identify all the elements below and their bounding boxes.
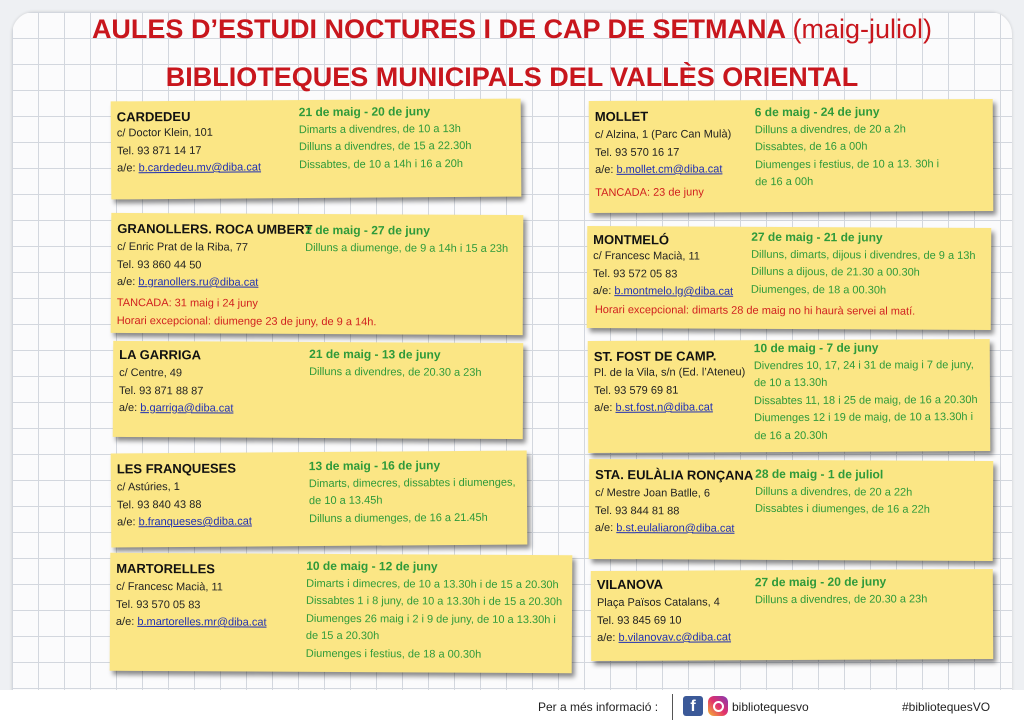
library-schedule (305, 222, 508, 258)
library-phone: Tel. 93 572 05 83 (592, 267, 678, 280)
library-schedule (306, 558, 563, 664)
schedule-line: Dissabtes, de 16 a 00h (754, 140, 868, 154)
library-phone: Tel. 93 570 05 83 (116, 598, 201, 611)
library-note-steulalia (589, 459, 994, 561)
library-name: VILANOVA (596, 576, 664, 593)
social-handle[interactable]: bibliotequesvo (732, 700, 809, 714)
library-note-montmelo (587, 226, 992, 330)
exceptional-hours: Horari excepcional: diumenge 23 de juny, de 9 a 14h. (116, 314, 377, 328)
library-note-granollers (111, 213, 524, 335)
library-contact (597, 594, 731, 647)
closure-notice (117, 295, 377, 331)
library-phone: Tel. 93 845 69 10 (596, 614, 682, 627)
library-phone: Tel. 93 871 14 17 (116, 144, 202, 157)
schedule-line: de 16 a 00h (755, 175, 814, 189)
page-title: AULES D’ESTUDI NOCTURES I DE CAP DE SETMANA (maig-juliol) (91, 14, 933, 44)
schedule-line: Dissabtes i diumenges, de 16 a 22h (754, 502, 930, 516)
page-subtitle: BIBLIOTEQUES MUNICIPALS DEL VALLÈS ORIENTAL (165, 62, 859, 92)
schedule-line: Diumenges i festius, de 18 a 00.30h (305, 647, 482, 661)
date-range: 10 de maig - 12 de juny (306, 558, 438, 574)
footer-divider (672, 694, 673, 720)
email-link[interactable]: b.st.eulaliaron@diba.cat (616, 522, 735, 535)
library-contact (116, 579, 267, 632)
library-name: GRANOLLERS. ROCA UMBERT (117, 220, 313, 237)
email-link[interactable]: b.garriga@diba.cat (140, 402, 234, 415)
schedule-line: Dilluns a divendres, de 20 a 22h (755, 485, 913, 499)
schedule-line: Dilluns a divendres, de 20 a 2h (754, 122, 906, 136)
library-note-vilanova (591, 569, 993, 661)
library-contact (594, 364, 746, 417)
library-name: CARDEDEU (116, 108, 191, 125)
library-phone: Tel. 93 579 69 81 (593, 384, 679, 397)
schedule-line: Dilluns, dimarts, dijous i divendres, de 9 a 13h (751, 248, 976, 262)
library-address: c/ Centre, 49 (119, 366, 183, 380)
schedule-line: de 10 a 13.30h (753, 376, 828, 390)
library-phone: Tel. 93 844 81 88 (594, 504, 680, 517)
schedule-line: Diumenges 12 i 19 de maig, de 10 a 13.30h i (754, 411, 974, 425)
schedule-line: Divendres 10, 17, 24 i 31 de maig i 7 de juny, (753, 358, 974, 372)
library-name: LES FRANQUESES (116, 460, 237, 477)
library-address: Plaça Països Catalans, 4 (596, 596, 720, 610)
hashtag: #bibliotequesVO (902, 700, 991, 714)
library-schedule (309, 346, 482, 382)
library-contact (117, 478, 252, 531)
instagram-icon[interactable] (708, 696, 728, 716)
library-email-row: a/e: b.st.eulaliaron@diba.cat (594, 521, 735, 535)
library-name: LA GARRIGA (119, 346, 202, 363)
schedule-line: Dilluns a divendres, de 20.30 a 23h (754, 592, 928, 606)
library-name: MONTMELÓ (593, 231, 670, 248)
schedule-line: Dissabtes, de 10 a 14h i 16 a 20h (299, 157, 464, 171)
library-address: c/ Francesc Macià, 11 (593, 249, 700, 263)
schedule-line: Dissabtes 1 i 8 juny, de 10 a 13.30h i de 15 a 20.30h (306, 594, 563, 609)
library-address: c/ Doctor Klein, 101 (116, 126, 213, 140)
email-link[interactable]: b.franqueses@diba.cat (138, 515, 252, 529)
library-email-row: a/e: b.garriga@diba.cat (118, 401, 234, 415)
schedule-line: Dimarts i dimecres, de 10 a 13.30h i de 15 a 20.30h (306, 577, 559, 591)
library-email-row: a/e: b.vilanovav.c@diba.cat (597, 631, 732, 645)
library-phone: Tel. 93 871 88 87 (118, 384, 204, 397)
library-contact (117, 239, 259, 292)
library-address: c/ Astúries, 1 (116, 480, 180, 494)
library-schedule (755, 573, 928, 609)
facebook-icon[interactable]: f (683, 696, 703, 716)
schedule-line: de 16 a 20.30h (754, 429, 828, 442)
library-schedule (754, 339, 978, 445)
date-range: 2 de maig - 27 de juny (305, 222, 430, 238)
schedule-line: Diumenges, de 18 a 00.30h (750, 283, 887, 297)
library-note-garriga (113, 341, 523, 439)
schedule-line: Dimarts, dimecres, dissabtes i diumenges, (308, 476, 516, 490)
schedule-line: Dimarts a divendres, de 10 a 13h (298, 122, 461, 136)
date-range: 28 de maig - 1 de juliol (755, 466, 884, 482)
library-note-martorelles (110, 553, 573, 673)
library-email-row: a/e: b.franqueses@diba.cat (117, 515, 252, 529)
date-range: 21 de maig - 20 de juny (298, 104, 431, 120)
exceptional-hours: Horari excepcional: dimarts 28 de maig no hi haurà servei al matí. (594, 303, 916, 318)
library-address: c/ Mestre Joan Batlle, 6 (595, 486, 711, 500)
library-address: c/ Enric Prat de la Riba, 77 (117, 240, 249, 254)
schedule-line: Dilluns a diumenges, de 16 a 21.45h (309, 511, 488, 525)
email-link[interactable]: b.cardedeu.mv@diba.cat (138, 161, 262, 175)
library-name: ST. FOST DE CAMP. (593, 348, 717, 365)
library-phone: Tel. 93 840 43 88 (116, 498, 202, 511)
schedule-line: de 10 a 13.45h (308, 494, 383, 508)
library-contact (593, 248, 733, 301)
library-note-stfost (588, 339, 991, 453)
more-info-label: Per a més informació : (538, 700, 659, 714)
email-link[interactable]: b.martorelles.mr@diba.cat (137, 615, 267, 629)
library-email-row: a/e: b.cardedeu.mv@diba.cat (117, 161, 262, 175)
library-schedule (755, 466, 930, 519)
library-schedule (309, 457, 516, 528)
library-phone: Tel. 93 570 16 17 (594, 146, 680, 159)
library-contact (117, 124, 261, 178)
schedule-line: Diumenges i festius, de 10 a 13. 30h i (755, 157, 940, 171)
library-email-row: a/e: b.mollet.cm@diba.cat (595, 163, 723, 177)
library-schedule (299, 103, 472, 174)
date-range: 27 de maig - 20 de juny (754, 574, 887, 590)
email-link[interactable]: b.vilanovav.c@diba.cat (618, 631, 732, 644)
library-email-row: a/e: b.montmelo.lg@diba.cat (592, 284, 734, 298)
library-contact (119, 365, 234, 418)
footer (0, 690, 1024, 724)
closure-notice: TANCADA: 23 de juny (595, 186, 704, 200)
library-note-mollet (589, 99, 994, 213)
date-range: 27 de maig - 21 de juny (751, 229, 883, 245)
schedule-line: Dilluns a dijous, de 21.30 a 00.30h (751, 265, 920, 279)
date-range: 13 de maig - 16 de juny (308, 458, 441, 474)
schedule-line: de 15 a 20.30h (305, 629, 380, 643)
library-email-row: a/e: b.granollers.ru@diba.cat (116, 275, 259, 289)
date-range: 21 de maig - 13 de juny (309, 346, 441, 362)
schedule-line: Dissabtes 11, 18 i 25 de maig, de 16 a 20.30h (753, 393, 978, 407)
email-link[interactable]: b.granollers.ru@diba.cat (138, 276, 259, 289)
email-link[interactable]: b.mollet.cm@diba.cat (616, 163, 723, 176)
library-note-franqueses (111, 451, 528, 548)
library-note-cardedeu (111, 99, 522, 200)
email-link[interactable]: b.montmelo.lg@diba.cat (614, 285, 734, 298)
library-name: MARTORELLES (116, 560, 215, 577)
email-link[interactable]: b.st.fost.n@diba.cat (615, 401, 713, 414)
library-contact (595, 485, 735, 538)
library-email-row: a/e: b.martorelles.mr@diba.cat (115, 615, 267, 629)
library-email-row: a/e: b.st.fost.n@diba.cat (594, 401, 713, 415)
library-address: Pl. de la Vila, s/n (Ed. l’Ateneu) (593, 366, 746, 380)
schedule-line: Diumenges 26 maig i 2 i 9 de juny, de 10 a 13.30h i (305, 612, 556, 626)
library-name: STA. EULÀLIA RONÇANA (595, 466, 754, 483)
date-range: 10 de maig - 7 de juny (753, 340, 879, 356)
library-address: c/ Alzina, 1 (Parc Can Mulà) (594, 128, 732, 142)
library-schedule (751, 229, 976, 300)
library-contact (595, 126, 732, 179)
library-address: c/ Francesc Macià, 11 (116, 580, 223, 594)
date-range: 6 de maig - 24 de juny (754, 104, 880, 120)
library-phone: Tel. 93 860 44 50 (117, 258, 202, 271)
closed-dates: TANCADA: 31 maig i 24 juny (116, 296, 258, 310)
schedule-line: Dilluns a divendres, de 20.30 a 23h (309, 365, 482, 379)
library-schedule (755, 103, 940, 191)
schedule-line: Dilluns a divendres, de 15 a 22.30h (298, 139, 472, 154)
schedule-line: Dilluns a diumenge, de 9 a 14h i 15 a 23h (305, 241, 509, 255)
library-name: MOLLET (594, 108, 649, 125)
